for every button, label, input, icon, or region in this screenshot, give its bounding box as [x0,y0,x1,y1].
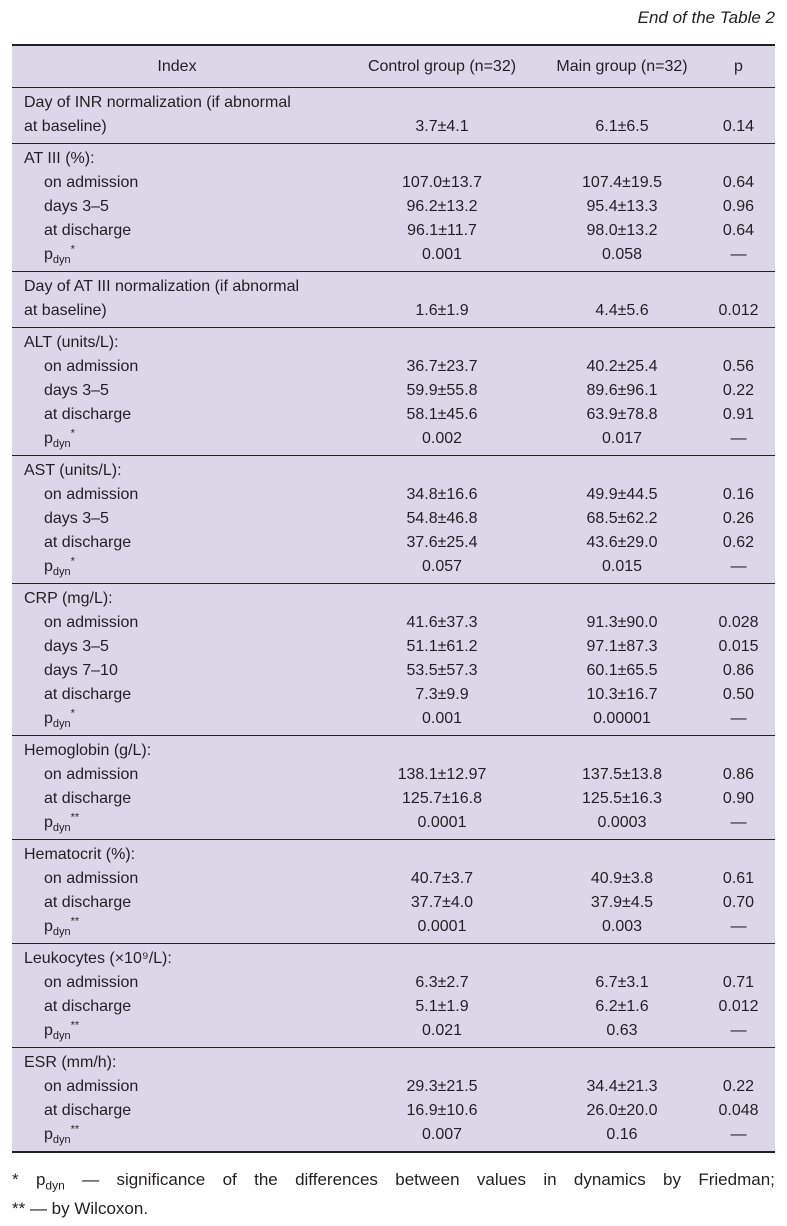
results-table [12,44,775,1153]
footnote-line-1 [12,1168,775,1197]
row-label: on admission [44,974,139,991]
row-label: at discharge [44,894,132,911]
group-title-row [12,275,775,299]
table-row [12,115,775,139]
row-label: ALT (units/L): [24,334,119,351]
main-value: 4.4±5.6 [595,302,649,319]
table-group [12,272,775,328]
control-value: 37.6±25.4 [406,534,478,551]
control-value: 5.1±1.9 [415,998,469,1015]
footnote-word: between [395,1170,460,1189]
p-value: 0.048 [718,1102,759,1119]
main-value: 0.0003 [597,814,647,831]
row-label: AST (units/L): [24,462,122,479]
main-value: 6.1±6.5 [595,118,649,135]
main-value: 91.3±90.0 [586,614,658,631]
pdyn-label: $p_{dyn}^*$ [44,707,75,731]
main-value: 40.9±3.8 [590,870,654,887]
footnote-word: significance [116,1170,206,1189]
main-value: 40.2±25.4 [586,358,658,375]
p-value: 0.50 [722,686,755,703]
row-label: at baseline) [24,118,107,135]
p-value: 0.90 [722,790,755,807]
row-label: days 3–5 [44,382,109,399]
pdyn-row [12,915,775,939]
main-value: 0.003 [601,918,643,935]
table-group [12,840,775,944]
footnote-word: Friedman; [698,1170,775,1189]
row-label: at baseline) [24,302,107,319]
p-value: 0.028 [718,614,759,631]
row-label [12,1118,342,1153]
control-value: 0.001 [421,246,463,263]
table-group [12,456,775,584]
row-label: Leukocytes (×10⁹/L): [24,950,172,967]
p-value: 0.22 [722,382,755,399]
pdyn-row [12,1019,775,1043]
row-label: Day of AT III normalization (if abnormal [24,278,300,295]
footnote [12,1168,775,1221]
main-value: 60.1±65.5 [586,662,658,679]
row-label: at discharge [44,406,132,423]
pdyn-label: $p_{dyn}^*$ [44,243,75,267]
table-header-row [12,46,775,88]
main-value: 97.1±87.3 [586,638,658,655]
control-value: 125.7±16.8 [402,790,482,807]
main-value: 49.9±44.5 [586,486,658,503]
p-value: 0.71 [722,974,755,991]
main-value: 63.9±78.8 [586,406,658,423]
p-value: 0.012 [718,302,759,319]
table-group [12,584,775,736]
main-value: 37.9±4.5 [590,894,654,911]
row-label [12,238,342,273]
footnote-word: the [254,1170,278,1189]
footnote-word: dynamics [573,1170,646,1189]
p-value: 0.56 [722,358,755,375]
row-label: at discharge [44,686,132,703]
header-index: Index [157,57,197,75]
group-title-row [12,331,775,355]
row-label [12,910,342,945]
control-value: 40.7±3.7 [410,870,474,887]
control-value: 0.007 [421,1126,463,1143]
control-value: 6.3±2.7 [415,974,469,991]
control-value: 41.6±37.3 [406,614,478,631]
p-value: — [730,1022,747,1039]
row-label: on admission [44,870,139,887]
p-value: 0.14 [722,118,755,135]
main-value: 0.017 [601,430,643,447]
table-body [12,88,775,1151]
pdyn-label: $p_{dyn}^*$ [44,427,75,451]
header-control-group: Control group (n=32) [367,57,517,75]
control-value: 36.7±23.7 [406,358,478,375]
p-value: 0.86 [722,662,755,679]
main-value: 0.63 [606,1022,638,1039]
table-row [12,195,775,219]
p-value: 0.91 [722,406,755,423]
control-value: 37.7±4.0 [410,894,474,911]
pdyn-label: $p_{dyn}^{**}$ [44,1019,80,1043]
group-title-row [12,843,775,867]
group-title-row [12,587,775,611]
p-value: 0.64 [722,222,755,239]
control-value: 96.1±11.7 [407,222,477,239]
table-group [12,944,775,1048]
table-row [12,507,775,531]
control-value: 0.002 [421,430,463,447]
row-label [12,806,342,841]
footnote-word: values [476,1170,527,1189]
control-value: 53.5±57.3 [406,662,478,679]
control-value: 0.021 [421,1022,463,1039]
table-group [12,88,775,144]
header-main-group: Main group (n=32) [556,57,688,75]
row-label: on admission [44,174,139,191]
table-row [12,379,775,403]
row-label: on admission [44,486,139,503]
row-label: at discharge [44,1102,132,1119]
table-row [12,659,775,683]
p-value: 0.86 [722,766,755,783]
table-row [12,635,775,659]
row-label: on admission [44,358,139,375]
main-value: 0.058 [601,246,643,263]
main-value: 26.0±20.0 [586,1102,658,1119]
main-value: 43.6±29.0 [586,534,658,551]
pdyn-row [12,555,775,579]
control-value: 1.6±1.9 [415,302,469,319]
control-value: 54.8±46.8 [406,510,478,527]
table-row [12,299,775,323]
control-value: 0.001 [421,710,463,727]
control-value: 0.0001 [417,918,467,935]
p-value: — [730,918,747,935]
group-title-row [12,739,775,763]
table-caption: End of the Table 2 [637,8,775,27]
group-title-row [12,91,775,115]
table-row [12,355,775,379]
row-label: days 3–5 [44,510,109,527]
main-value: 6.2±1.6 [595,998,649,1015]
row-label: ESR (mm/h): [24,1054,117,1071]
row-label [12,702,342,737]
row-label: days 7–10 [44,662,118,679]
main-value: 98.0±13.2 [586,222,658,239]
control-value: 0.0001 [417,814,467,831]
p-value: — [730,814,747,831]
group-title-row [12,947,775,971]
table-row [12,483,775,507]
row-label [12,422,342,457]
row-label: on admission [44,1078,139,1095]
control-value: 51.1±61.2 [406,638,478,655]
p-value: 0.012 [718,998,759,1015]
main-value: 0.00001 [593,710,651,727]
control-value: 59.9±55.8 [406,382,478,399]
footnote-word: in [543,1170,557,1189]
footnote-word: of [222,1170,237,1189]
p-value: 0.61 [722,870,755,887]
p-value: 0.015 [718,638,759,655]
table-row [12,171,775,195]
main-value: 137.5±13.8 [582,766,662,783]
group-title-row [12,147,775,171]
table-group [12,144,775,272]
table-row [12,763,775,787]
row-label: at discharge [44,534,132,551]
table-row [12,1075,775,1099]
row-label [12,550,342,585]
row-label: AT III (%): [24,150,95,167]
main-value: 10.3±16.7 [586,686,658,703]
control-value: 16.9±10.6 [406,1102,478,1119]
main-value: 107.4±19.5 [582,174,662,191]
footnote-word: by [663,1170,682,1189]
row-label: at discharge [44,998,132,1015]
pdyn-label: $p_{dyn}^{**}$ [44,811,80,835]
row-label: at discharge [44,222,132,239]
footnote-line-2: ** — by Wilcoxon. [12,1199,149,1219]
pdyn-row [12,811,775,835]
p-value: 0.16 [722,486,755,503]
row-label: days 3–5 [44,638,109,655]
row-label: Hematocrit (%): [24,846,136,863]
footnote-word: $p_{dyn}$ [35,1170,65,1193]
p-value: — [730,430,747,447]
table-row [12,867,775,891]
p-value: 0.22 [722,1078,755,1095]
control-value: 107.0±13.7 [402,174,482,191]
p-value: — [730,710,747,727]
pdyn-row [12,427,775,451]
main-value: 6.7±3.1 [595,974,649,991]
control-value: 3.7±4.1 [415,118,469,135]
p-value: 0.70 [722,894,755,911]
table-row [12,611,775,635]
footnote-word: differences [295,1170,378,1189]
table-group [12,1048,775,1151]
control-value: 29.3±21.5 [406,1078,478,1095]
footnote-word: * [12,1170,19,1189]
p-value: — [730,1126,747,1143]
p-value: — [730,558,747,575]
row-label: Day of INR normalization (if abnormal [24,94,291,111]
row-label [12,1014,342,1049]
p-value: 0.96 [722,198,755,215]
p-value: 0.64 [722,174,755,191]
control-value: 0.057 [421,558,463,575]
control-value: 96.2±13.2 [406,198,478,215]
row-label: Hemoglobin (g/L): [24,742,152,759]
row-label: at discharge [44,790,132,807]
control-value: 58.1±45.6 [406,406,478,423]
table-group [12,328,775,456]
control-value: 138.1±12.97 [397,766,487,783]
control-value: 34.8±16.6 [406,486,478,503]
row-label: on admission [44,766,139,783]
row-label: CRP (mg/L): [24,590,113,607]
group-title-row [12,459,775,483]
table-group [12,736,775,840]
table-row [12,971,775,995]
main-value: 0.16 [606,1126,638,1143]
row-label: on admission [44,614,139,631]
footnote-word: — [82,1170,100,1189]
main-value: 125.5±16.3 [582,790,662,807]
pdyn-row [12,1123,775,1147]
header-p: p [734,57,743,75]
main-value: 0.015 [601,558,643,575]
pdyn-label: $p_{dyn}^*$ [44,555,75,579]
p-value: — [730,246,747,263]
p-value: 0.26 [722,510,755,527]
pdyn-row [12,707,775,731]
pdyn-label: $p_{dyn}^{**}$ [44,1123,80,1147]
main-value: 89.6±96.1 [586,382,658,399]
main-value: 68.5±62.2 [586,510,658,527]
pdyn-label: $p_{dyn}^{**}$ [44,915,80,939]
main-value: 95.4±13.3 [586,198,658,215]
control-value: 7.3±9.9 [415,686,469,703]
pdyn-row [12,243,775,267]
main-value: 34.4±21.3 [586,1078,658,1095]
row-label: days 3–5 [44,198,109,215]
p-value: 0.62 [722,534,755,551]
group-title-row [12,1051,775,1075]
